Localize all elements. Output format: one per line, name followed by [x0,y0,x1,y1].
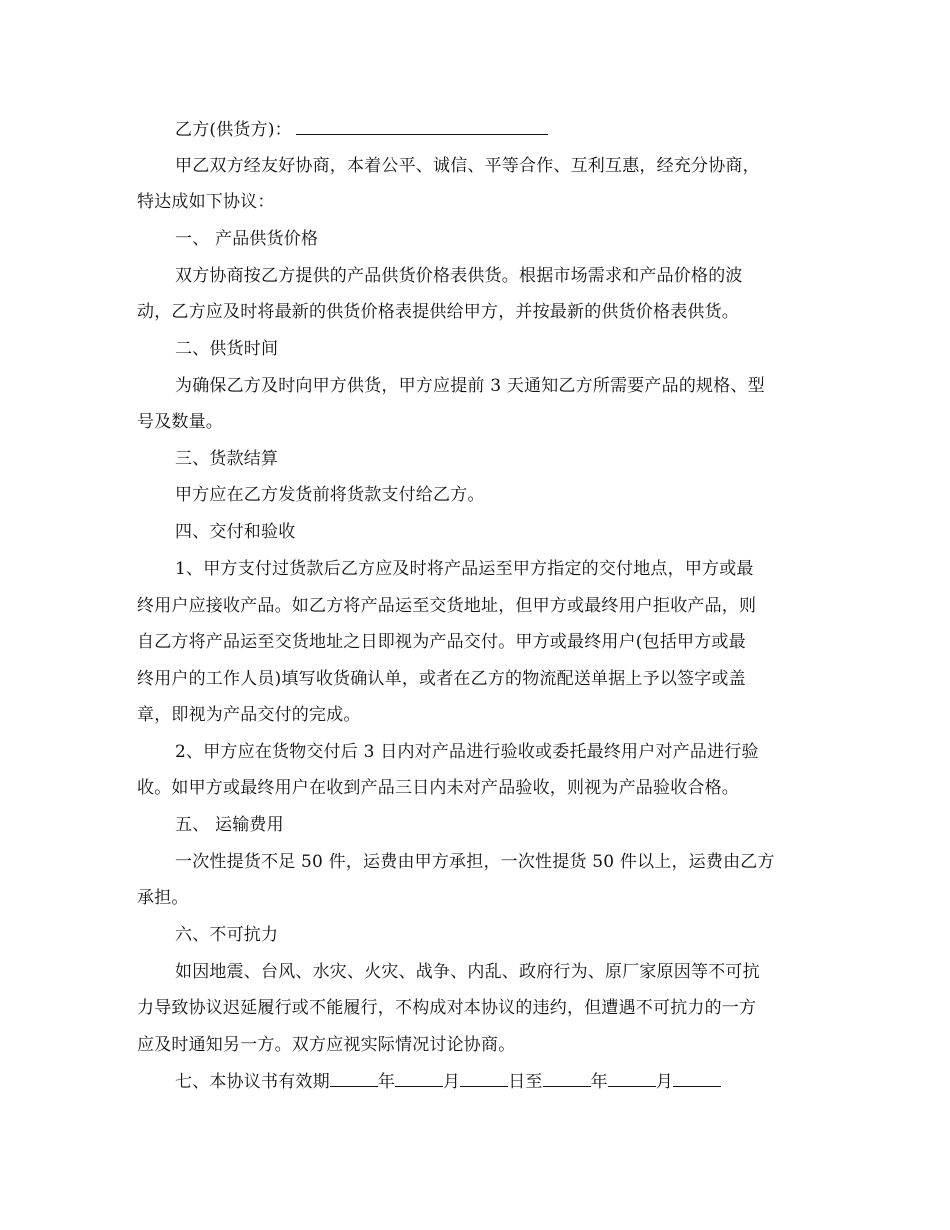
section-1-line-1: 双方协商按乙方提供的产品供货价格表供货。根据市场需求和产品价格的波 [175,266,743,286]
end-month-blank [608,1070,656,1087]
end-day-blank [673,1070,721,1087]
section-2-heading: 二、供货时间 [175,339,279,359]
intro-line-1: 甲乙双方经友好协商，本着公平、诚信、平等合作、互利互惠，经充分协商， [175,156,760,176]
section-4-p2-line-1: 2、甲方应在货物交付后 3 日内对产品进行验收或委托最终用户对产品进行验 [175,742,759,762]
section-6-line-2: 力导致协议迟延履行或不能履行，不构成对本协议的违约，但遭遇不可抗力的一方 [137,998,757,1018]
party-b-line [175,118,548,141]
start-month-blank [395,1070,443,1087]
end-year-blank [543,1070,591,1087]
start-year-blank [330,1070,378,1087]
end-month-label: 月 [655,1072,674,1092]
validity-prefix: 七、本协议书有效期 [175,1072,330,1092]
section-4-p1-line-2: 终用户应接收产品。如乙方将产品运至交货地址，但甲方或最终用户拒收产品，则 [137,596,757,616]
section-5-line-2: 承担。 [137,888,189,908]
party-b-blank [296,118,548,135]
section-4-heading: 四、交付和验收 [175,522,296,542]
section-4-p2-line-2: 收。如甲方或最终用户在收到产品三日内未对产品验收，则视为产品验收合格。 [137,778,739,798]
section-4-p1-line-5: 章，即视为产品交付的完成。 [137,705,361,725]
section-4-p1-line-3: 自乙方将产品运至交货地址之日即视为产品交付。甲方或最终用户(包括甲方或最 [137,632,746,652]
section-6-line-3: 应及时通知另一方。双方应视实际情况讨论协商。 [137,1035,516,1055]
end-year-label: 年 [590,1072,608,1092]
section-2-line-2: 号及数量。 [137,412,223,432]
section-4-p1-line-4: 终用户的工作人员)填写收货确认单，或者在乙方的物流配送单据上予以签字或盖 [137,669,746,689]
section-3-line-1: 甲方应在乙方发货前将货款支付给乙方。 [175,485,485,505]
section-6-heading: 六、不可抗力 [175,925,279,945]
day-to-label: 日至 [508,1072,543,1092]
section-5-heading: 五、 运输费用 [175,815,284,835]
start-year-label: 年 [377,1072,396,1092]
section-5-line-1: 一次性提货不足 50 件，运费由甲方承担，一次性提货 50 件以上，运费由乙方 [175,852,775,872]
start-month-label: 月 [443,1072,461,1092]
section-3-heading: 三、货款结算 [175,449,279,469]
start-day-blank [460,1070,508,1087]
validity-line [175,1070,721,1093]
section-6-line-1: 如因地震、台风、水灾、火灾、战争、内乱、政府行为、原厂家原因等不可抗 [175,962,760,982]
section-2-line-1: 为确保乙方及时向甲方供货，甲方应提前 3 天通知乙方所需要产品的规格、型 [175,376,765,396]
section-1-heading: 一、 产品供货价格 [175,229,319,249]
section-4-p1-line-1: 1、甲方支付过货款后乙方应及时将产品运至甲方指定的交付地点，甲方或最 [175,559,754,579]
intro-line-2: 特达成如下协议： [137,192,275,212]
section-1-line-2: 动，乙方应及时将最新的供货价格表提供给甲方，并按最新的供货价格表供货。 [137,302,739,322]
party-b-label: 乙方(供货方)： [175,120,292,140]
